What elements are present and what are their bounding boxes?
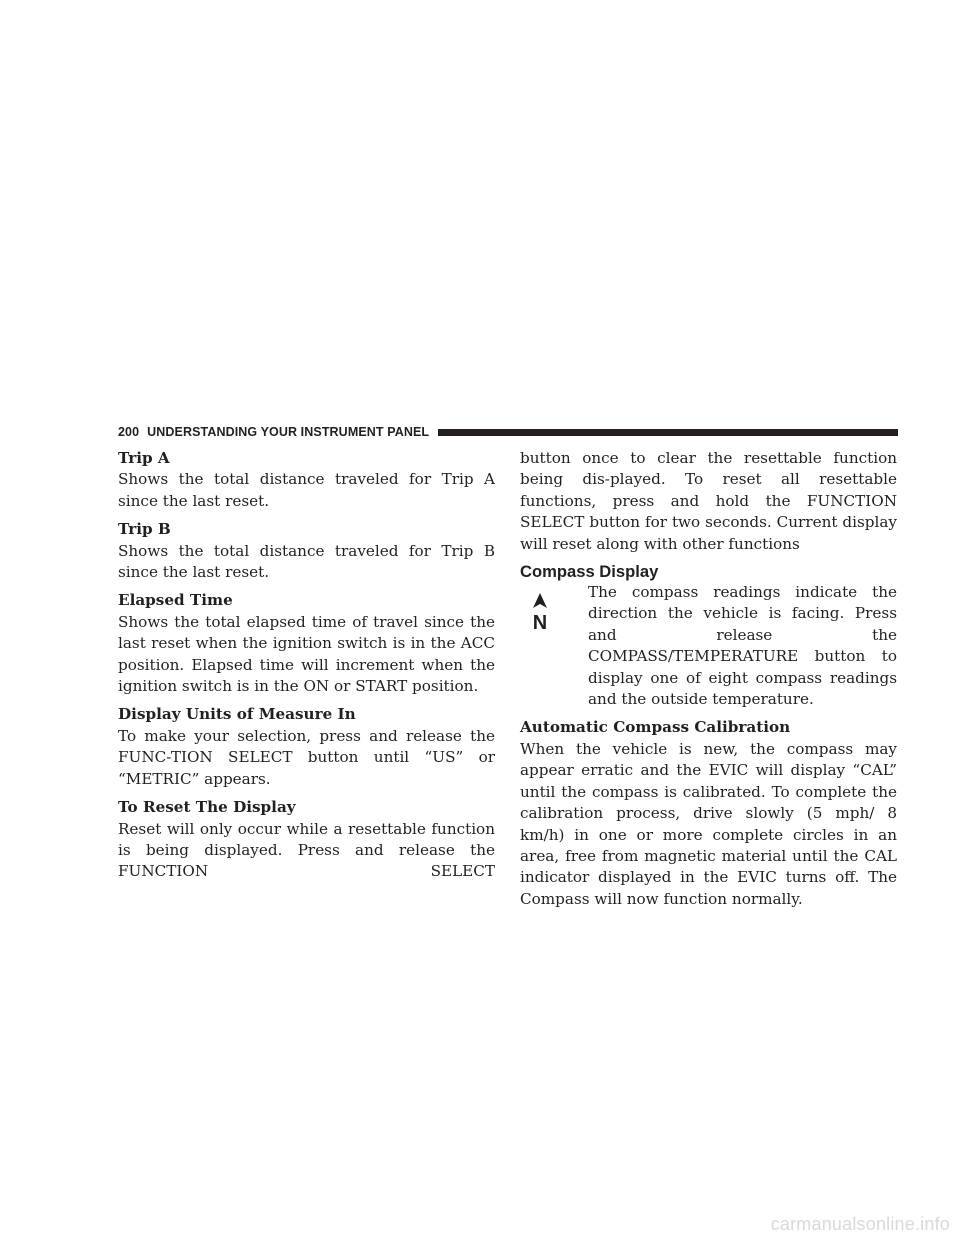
trip-b-text: Shows the total distance traveled for Trip B since the last reset. <box>118 541 495 582</box>
compass-display-block <box>520 582 897 710</box>
reset-display-continued: button once to clear the resettable function being dis-played. To reset all resettable functions, press and hold the FUNCTION SELECT button for two seconds. Current display will reset along with other functions <box>520 449 897 553</box>
compass-display-heading: Compass Display <box>520 562 659 582</box>
page-header <box>118 422 898 442</box>
compass-display-text: The compass readings indicate the direction the vehicle is facing. Press and release the COMPASS/TEMPERATURE button to display one of eight compass readings and the outside temperature. <box>588 583 897 709</box>
elapsed-time-text: Shows the total elapsed time of travel since the last reset when the ignition switch is in the ACC position. Elapsed time will increment when the ignition switch is in the ON or START position. <box>118 612 495 696</box>
compass-icon-graphic <box>520 591 560 635</box>
trip-a-text: Shows the total distance traveled for Trip A since the last reset. <box>118 470 495 510</box>
calibration-text: When the vehicle is new, the compass may appear erratic and the EVIC will display “CAL” until the compass is calibrated. To complete the calibration process, drive slowly (5 mph/ 8 km/h) in one or more complete circles in an area, free from magnetic material until the CAL indicator displayed in the EVIC turns off. The Compass will now function normally. <box>520 739 897 908</box>
watermark: carmanualsonline.info <box>770 1214 950 1234</box>
elapsed-time-heading: Elapsed Time <box>118 591 233 610</box>
left-column <box>118 448 495 890</box>
trip-a-heading: Trip A <box>118 449 170 467</box>
right-column <box>520 448 897 917</box>
reset-display-text: Reset will only occur while a resettable function is being displayed. Press and release the FUNCTION SELECT <box>118 819 495 881</box>
display-units-text: To make your selection, press and release the FUNC-TION SELECT button until “US” or “METRIC” appears. <box>118 726 495 788</box>
header-rule <box>438 429 898 436</box>
page-number: 200 <box>118 425 140 439</box>
reset-display-heading: To Reset The Display <box>118 798 296 817</box>
compass-icon-letter: N <box>532 612 548 635</box>
compass-icon <box>520 582 588 641</box>
section-title: UNDERSTANDING YOUR INSTRUMENT PANEL <box>147 425 430 439</box>
calibration-heading: Automatic Compass Calibration <box>520 718 791 737</box>
display-units-heading: Display Units of Measure In <box>118 705 356 724</box>
trip-b-heading: Trip B <box>118 520 171 539</box>
